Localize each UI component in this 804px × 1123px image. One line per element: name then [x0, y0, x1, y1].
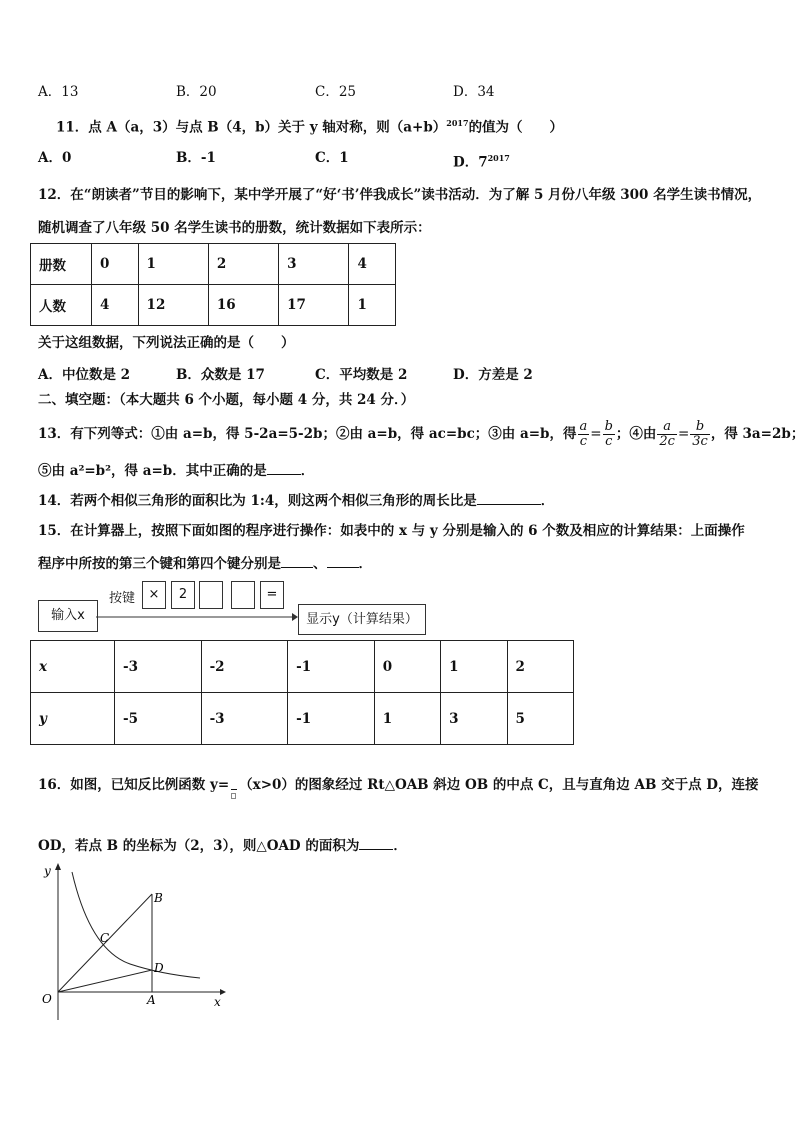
q15-cell: -2 — [201, 641, 288, 693]
q15-cell: 1 — [374, 693, 440, 745]
flow-key-1: × — [142, 581, 166, 609]
q13-frac-b-over-c: $\frac{b}{c}$ — [604, 418, 613, 449]
q13-answer-blank[interactable] — [267, 460, 301, 475]
q15-cell: -3 — [115, 641, 202, 693]
q11-option-c: C．1 — [315, 150, 349, 166]
q12-cell: 册数 — [31, 244, 92, 285]
q14-text: 14．若两个相似三角形的面积比为 1:4，则这两个相似三角形的周长比是 — [38, 493, 477, 509]
flow-keys-label: 按键 — [109, 591, 136, 606]
q15-cell: 3 — [441, 693, 507, 745]
q12-option-d: D．方差是 2 — [453, 367, 533, 383]
q11-option-d-text: D．7 — [453, 154, 488, 171]
section-heading: 二、填空题：（本大题共 6 个小题，每小题 4 分，共 24 分．） — [38, 392, 415, 408]
q15-cell: 2 — [507, 641, 573, 693]
q16-line1 — [38, 775, 759, 799]
label-d: D — [154, 961, 164, 975]
q12-stem-line2: 随机调查了八年级 50 名学生读书的册数，统计数据如下表所示： — [38, 220, 431, 236]
q14-answer-blank[interactable] — [477, 490, 541, 505]
q16-line2 — [38, 835, 407, 856]
q15-cell: 0 — [374, 641, 440, 693]
label-y: y — [44, 864, 51, 878]
q11-stem-tail: 的值为（ ） — [468, 119, 564, 136]
q15-line2 — [38, 553, 372, 574]
q12-cell: 17 — [279, 285, 349, 326]
q15-cell: -5 — [115, 693, 202, 745]
q12-cell: 16 — [208, 285, 278, 326]
q16-end: ． — [393, 838, 407, 854]
q10-option-d: D．34 — [453, 84, 495, 100]
q16-line1b: （x>0）的图象经过 Rt△OAB 斜边 OB 的中点 C，且与直角边 AB 交于点 D，连接 — [239, 777, 759, 793]
q11-stem-text: 11．点 A（a，3）与点 B（4，b）关于 y 轴对称，则（a+b） — [56, 119, 447, 136]
q13-line2-end: ． — [300, 463, 315, 479]
q16-k-over-x-fraction — [229, 777, 239, 799]
label-a: A — [147, 993, 156, 1007]
q12-question: 关于这组数据，下列说法正确的是（ ） — [38, 335, 295, 351]
q14-line — [38, 490, 554, 511]
q12-cell: 1 — [349, 285, 396, 326]
q16-line2-text: OD，若点 B 的坐标为（2，3），则△OAD 的面积为 — [38, 838, 360, 854]
label-x: x — [214, 995, 221, 1009]
q12-table — [30, 243, 396, 326]
q11-option-a: A．0 — [38, 150, 72, 166]
q15-sep: 、 — [313, 556, 327, 572]
q12-stem-line1: 12．在“朗读者”节目的影响下，某中学开展了“好‘书’伴我成长”读书活动．为了解 5 月份八年级 300 名学生读书情况， — [38, 187, 762, 203]
q16-figure — [30, 860, 230, 1025]
q16-line1a: 16．如图，已知反比例函数 y= — [38, 777, 230, 793]
q13-line2-text: ⑤由 a²=b²，得 a=b．其中正确的是 — [38, 463, 267, 479]
q13-part1: 13．有下列等式：①由 a=b，得 5-2a=5-2b；②由 a=b，得 ac=bc；③由 a=b，得 — [38, 426, 577, 442]
q13-frac-b-over-3c: $\frac{b}{3c}$ — [692, 418, 708, 449]
q13-part2: ；④由 — [615, 426, 657, 442]
flow-key-3 — [199, 581, 223, 609]
q12-option-b: B．众数是 17 — [176, 367, 265, 383]
flow-key-5: = — [260, 581, 284, 609]
flow-output-box: 显示y（计算结果） — [298, 604, 426, 635]
q15-cell: 1 — [441, 641, 507, 693]
segment-od — [58, 970, 152, 992]
q16-answer-blank[interactable] — [359, 835, 393, 850]
q11-option-b: B．-1 — [176, 150, 216, 166]
q15-line2-text: 程序中所按的第三个键和第四个键分别是 — [38, 556, 281, 572]
q15-cell: x — [31, 641, 115, 693]
q15-answer-blank-1[interactable] — [281, 553, 313, 568]
q15-cell: -1 — [288, 693, 375, 745]
q13-line1: 13．有下列等式：①由 a=b，得 5-2a=5-2b；②由 a=b，得 ac=bc；③由 a=b，得 $\frac{a}{c}$ = $\frac{b}{c}$ ；④由 $\frac{a}{2c}$ = $\frac{b}{3c}$ ，得 3a=2b； — [38, 418, 804, 449]
q12-cell: 0 — [92, 244, 139, 285]
q12-cell: 12 — [138, 285, 208, 326]
q15-cell: y — [31, 693, 115, 745]
q10-option-c: C．25 — [315, 84, 357, 100]
q10-option-b: B．20 — [176, 84, 217, 100]
q15-table — [30, 640, 574, 745]
q12-cell: 1 — [138, 244, 208, 285]
q14-end: ． — [540, 493, 555, 509]
q15-cell: -1 — [288, 641, 375, 693]
q10-option-a: A．13 — [38, 84, 79, 100]
hyperbola-curve — [72, 872, 200, 978]
q12-cell: 4 — [349, 244, 396, 285]
q15-cell: 5 — [507, 693, 573, 745]
q15-end: ． — [358, 556, 372, 572]
q15-line1: 15．在计算器上，按照下面如图的程序进行操作：如表中的 x 与 y 分别是输入的 6 个数及相应的计算结果：上面操作 — [38, 523, 745, 539]
q12-cell: 4 — [92, 285, 139, 326]
label-o: O — [42, 992, 52, 1006]
q13-line2 — [38, 460, 314, 481]
q15-cell: -3 — [201, 693, 288, 745]
q12-option-c: C．平均数是 2 — [315, 367, 408, 383]
flow-input-box: 输入x — [38, 600, 98, 632]
q13-frac-a-over-c: $\frac{a}{c}$ — [579, 418, 588, 449]
q12-cell: 3 — [279, 244, 349, 285]
q11-option-d — [453, 148, 510, 173]
flow-arrow — [96, 610, 298, 624]
q11-stem — [56, 113, 563, 138]
x-axis-arrow — [220, 989, 226, 995]
q13-part3: ，得 3a=2b； — [710, 426, 804, 442]
label-c: C — [100, 931, 110, 945]
q11-option-d-exp: 2017 — [487, 153, 510, 163]
q12-option-a: A．中位数是 2 — [38, 367, 131, 383]
q11-exponent: 2017 — [446, 118, 469, 128]
flow-key-2: 2 — [171, 581, 195, 609]
q15-answer-blank-2[interactable] — [327, 553, 359, 568]
flow-key-4 — [231, 581, 255, 609]
y-axis-arrow — [55, 863, 61, 870]
label-b: B — [154, 891, 163, 905]
q13-frac-a-over-2c: $\frac{a}{2c}$ — [659, 418, 675, 449]
q12-cell: 2 — [208, 244, 278, 285]
q12-cell: 人数 — [31, 285, 92, 326]
